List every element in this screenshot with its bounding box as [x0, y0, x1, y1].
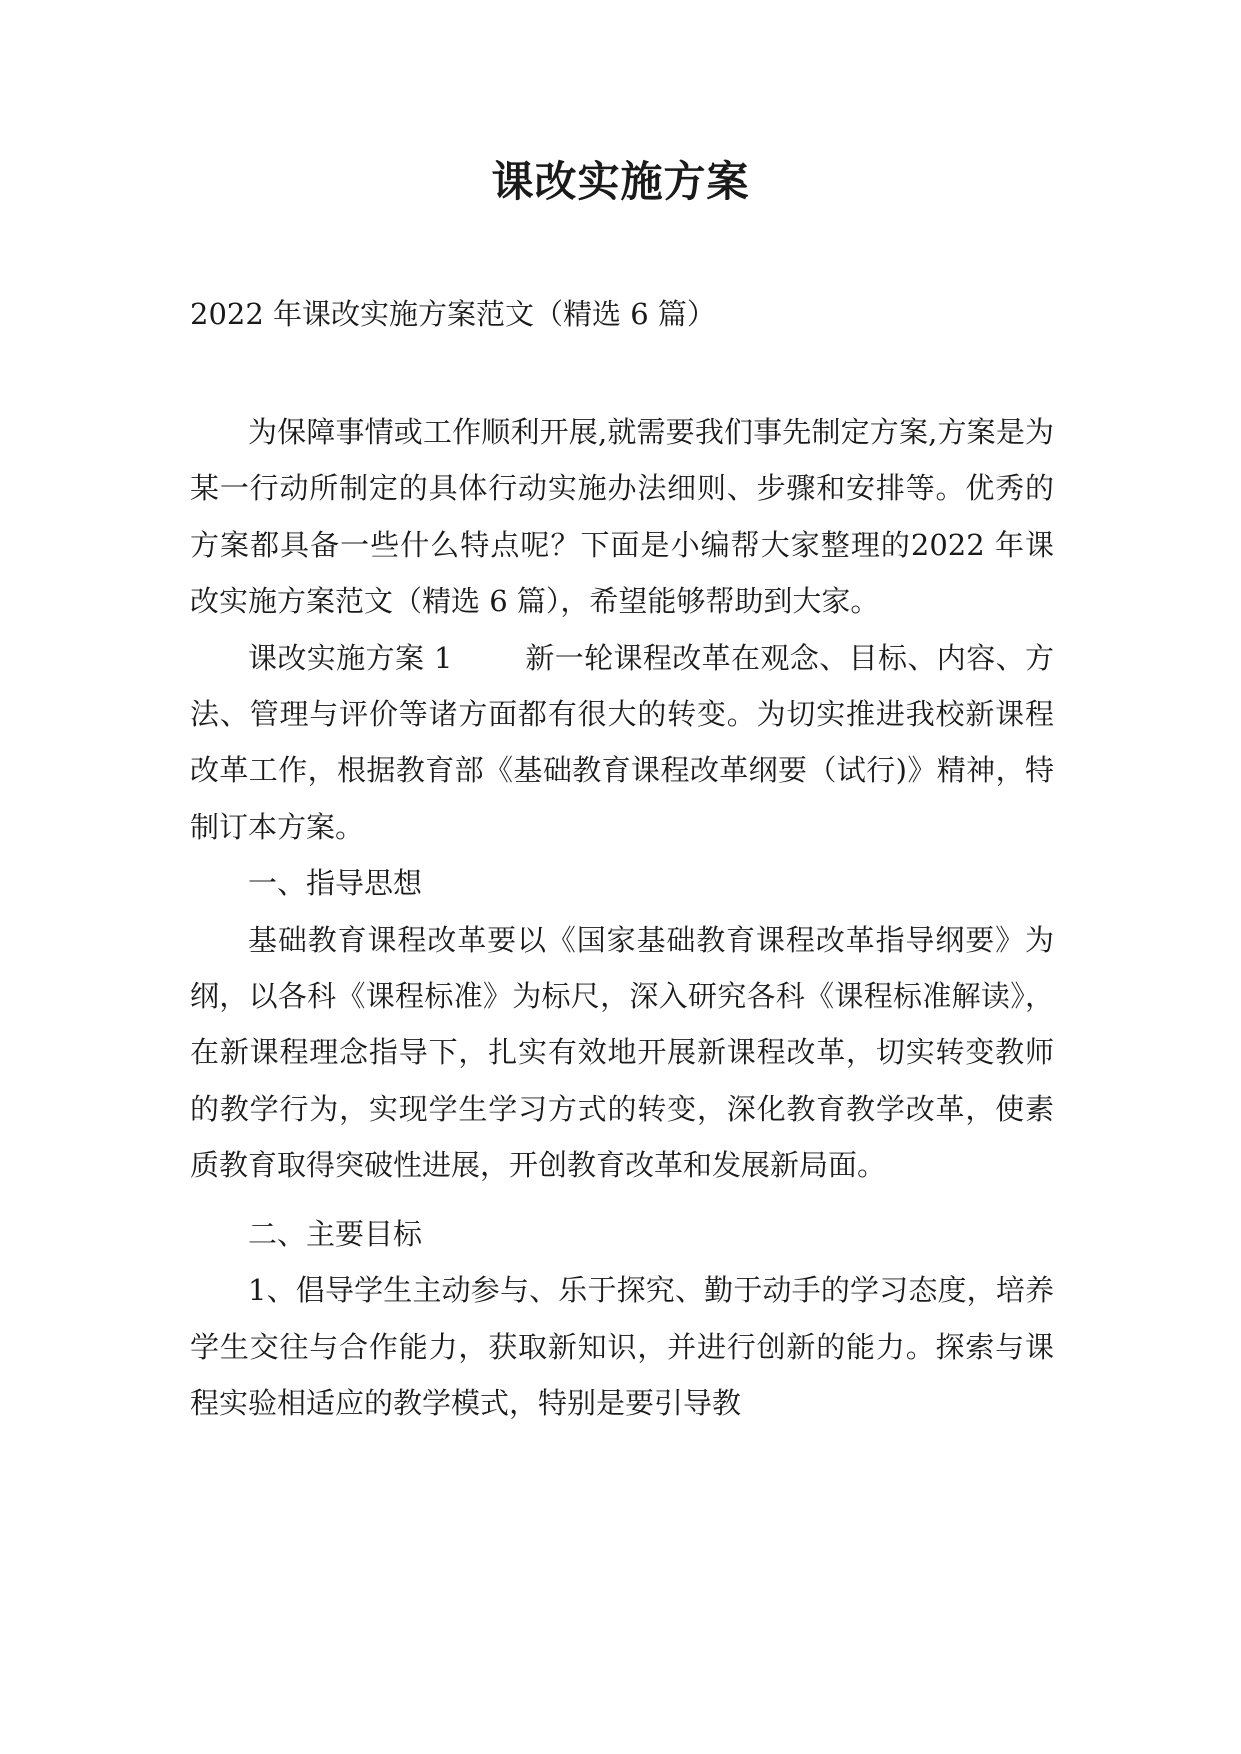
document-body: [190, 404, 1054, 1431]
plan-1-text: 新一轮课程改革在观念、目标、内容、方法、管理与评价等诸方面都有很大的转变。为切实推进我校新课程改革工作，根据教育部《基础教育课程改革纲要（试行)》精神，特制订本方案。: [190, 640, 1054, 844]
section-heading-main-goals: 二、主要目标: [248, 1216, 423, 1251]
document-title: 课改实施方案: [491, 157, 750, 206]
guiding-ideology-paragraph: 基础教育课程改革要以《国家基础教育课程改革指导纲要》为纲，以各科《课程标准》为标尺，深入研究各科《课程标准解读》，在新课程理念指导下，扎实有效地开展新课程改革，切实转变教师的教学行为，实现学生学习方式的转变，深化教育教学改革，使素质教育取得突破性进展，开创教育改革和发展新局面。: [190, 922, 1054, 1183]
plan-1-paragraph: [190, 630, 1054, 856]
main-goals-paragraph: 1、倡导学生主动参与、乐于探究、勤于动手的学习态度，培养学生交往与合作能力，获取新知识，并进行创新的能力。探索与课程实验相适应的教学模式，特别是要引导教: [190, 1273, 1054, 1420]
document-subtitle: 2022 年课改实施方案范文（精选 6 篇）: [190, 297, 716, 331]
section-heading-guiding-ideology: 一、指导思想: [248, 866, 423, 901]
intro-paragraph: 为保障事情或工作顺利开展,就需要我们事先制定方案,方案是为某一行动所制定的具体行动实施办法细则、步骤和安排等。优秀的方案都具备一些什么特点呢？下面是小编帮大家整理的2022 年课改实施方案范文（精选 6 篇），希望能够帮助到大家。: [190, 415, 1054, 619]
plan-1-label: 课改实施方案 1: [248, 640, 453, 675]
